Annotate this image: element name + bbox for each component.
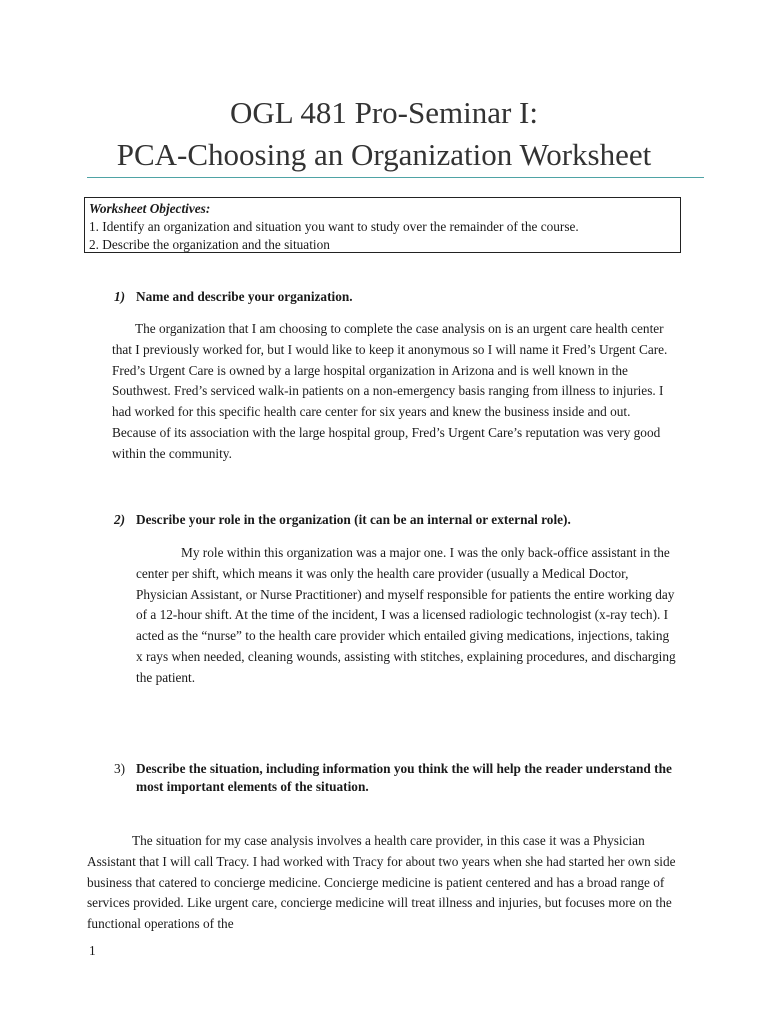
question-number: 3) — [114, 761, 126, 776]
objective-item: 2. Describe the organization and the situation — [89, 237, 330, 252]
question-prompt: Describe your role in the organization (it can be an internal or external role). — [136, 512, 571, 527]
answer-paragraph-2: My role within this organization was a major one. I was the only back-office assistant in the center per shift, which means it was only the health care provider (usually a Medical Doctor, Physician Assistant, or Nurse Practitioner) and myself responsible for patients the entire working day of a 12-hour shift. At the time of the incident, I was a licensed radiologic technologist (x-ray tech). I acted as the “nurse” to the health care provider which entailed giving medications, injections, taking x rays when needed, cleaning wounds, assisting with stitches, explaining procedures, and discharging the patient. — [136, 545, 676, 685]
objectives-heading: Worksheet Objectives: — [89, 201, 211, 216]
page-number: 1 — [89, 943, 96, 958]
question-prompt: Name and describe your organization. — [136, 289, 353, 304]
document-title-line-2: PCA-Choosing an Organization Worksheet — [116, 137, 652, 172]
title-divider — [87, 177, 704, 178]
document-title-line-1: OGL 481 Pro-Seminar I: — [230, 95, 538, 130]
objective-item: 1. Identify an organization and situation you want to study over the remainder of the course. — [89, 219, 579, 234]
objectives-box — [84, 197, 681, 253]
answer-paragraph-1: The organization that I am choosing to complete the case analysis on is an urgent care health center that I previously worked for, but I would like to keep it anonymous so I will name it Fred’s Urgent Care. Fred’s Urgent Care is owned by a large hospital organization in Arizona and is well known in the Southwest. Fred’s serviced walk-in patients on a non-emergency basis ranging from illness to injuries. I had worked for this specific health care center for six years and knew the business inside and out. Because of its association with the large hospital group, Fred’s Urgent Care’s reputation was very good within the community. — [112, 321, 668, 461]
question-number: 1) — [114, 289, 126, 304]
question-prompt: Describe the situation, including information you think the will help the reader understand the most important elements of the situation. — [136, 761, 672, 794]
answer-paragraph-3: The situation for my case analysis involves a health care provider, in this case it was a Physician Assistant that I will call Tracy. I had worked with Tracy for about two years when she had started her own side business that catered to concierge medicine. Concierge medicine is patient centered and has a broad range of services provided. Like urgent care, concierge medicine will treat illness and injuries, but focuses more on the functional operations of the — [87, 833, 676, 932]
question-number: 2) — [114, 512, 126, 527]
